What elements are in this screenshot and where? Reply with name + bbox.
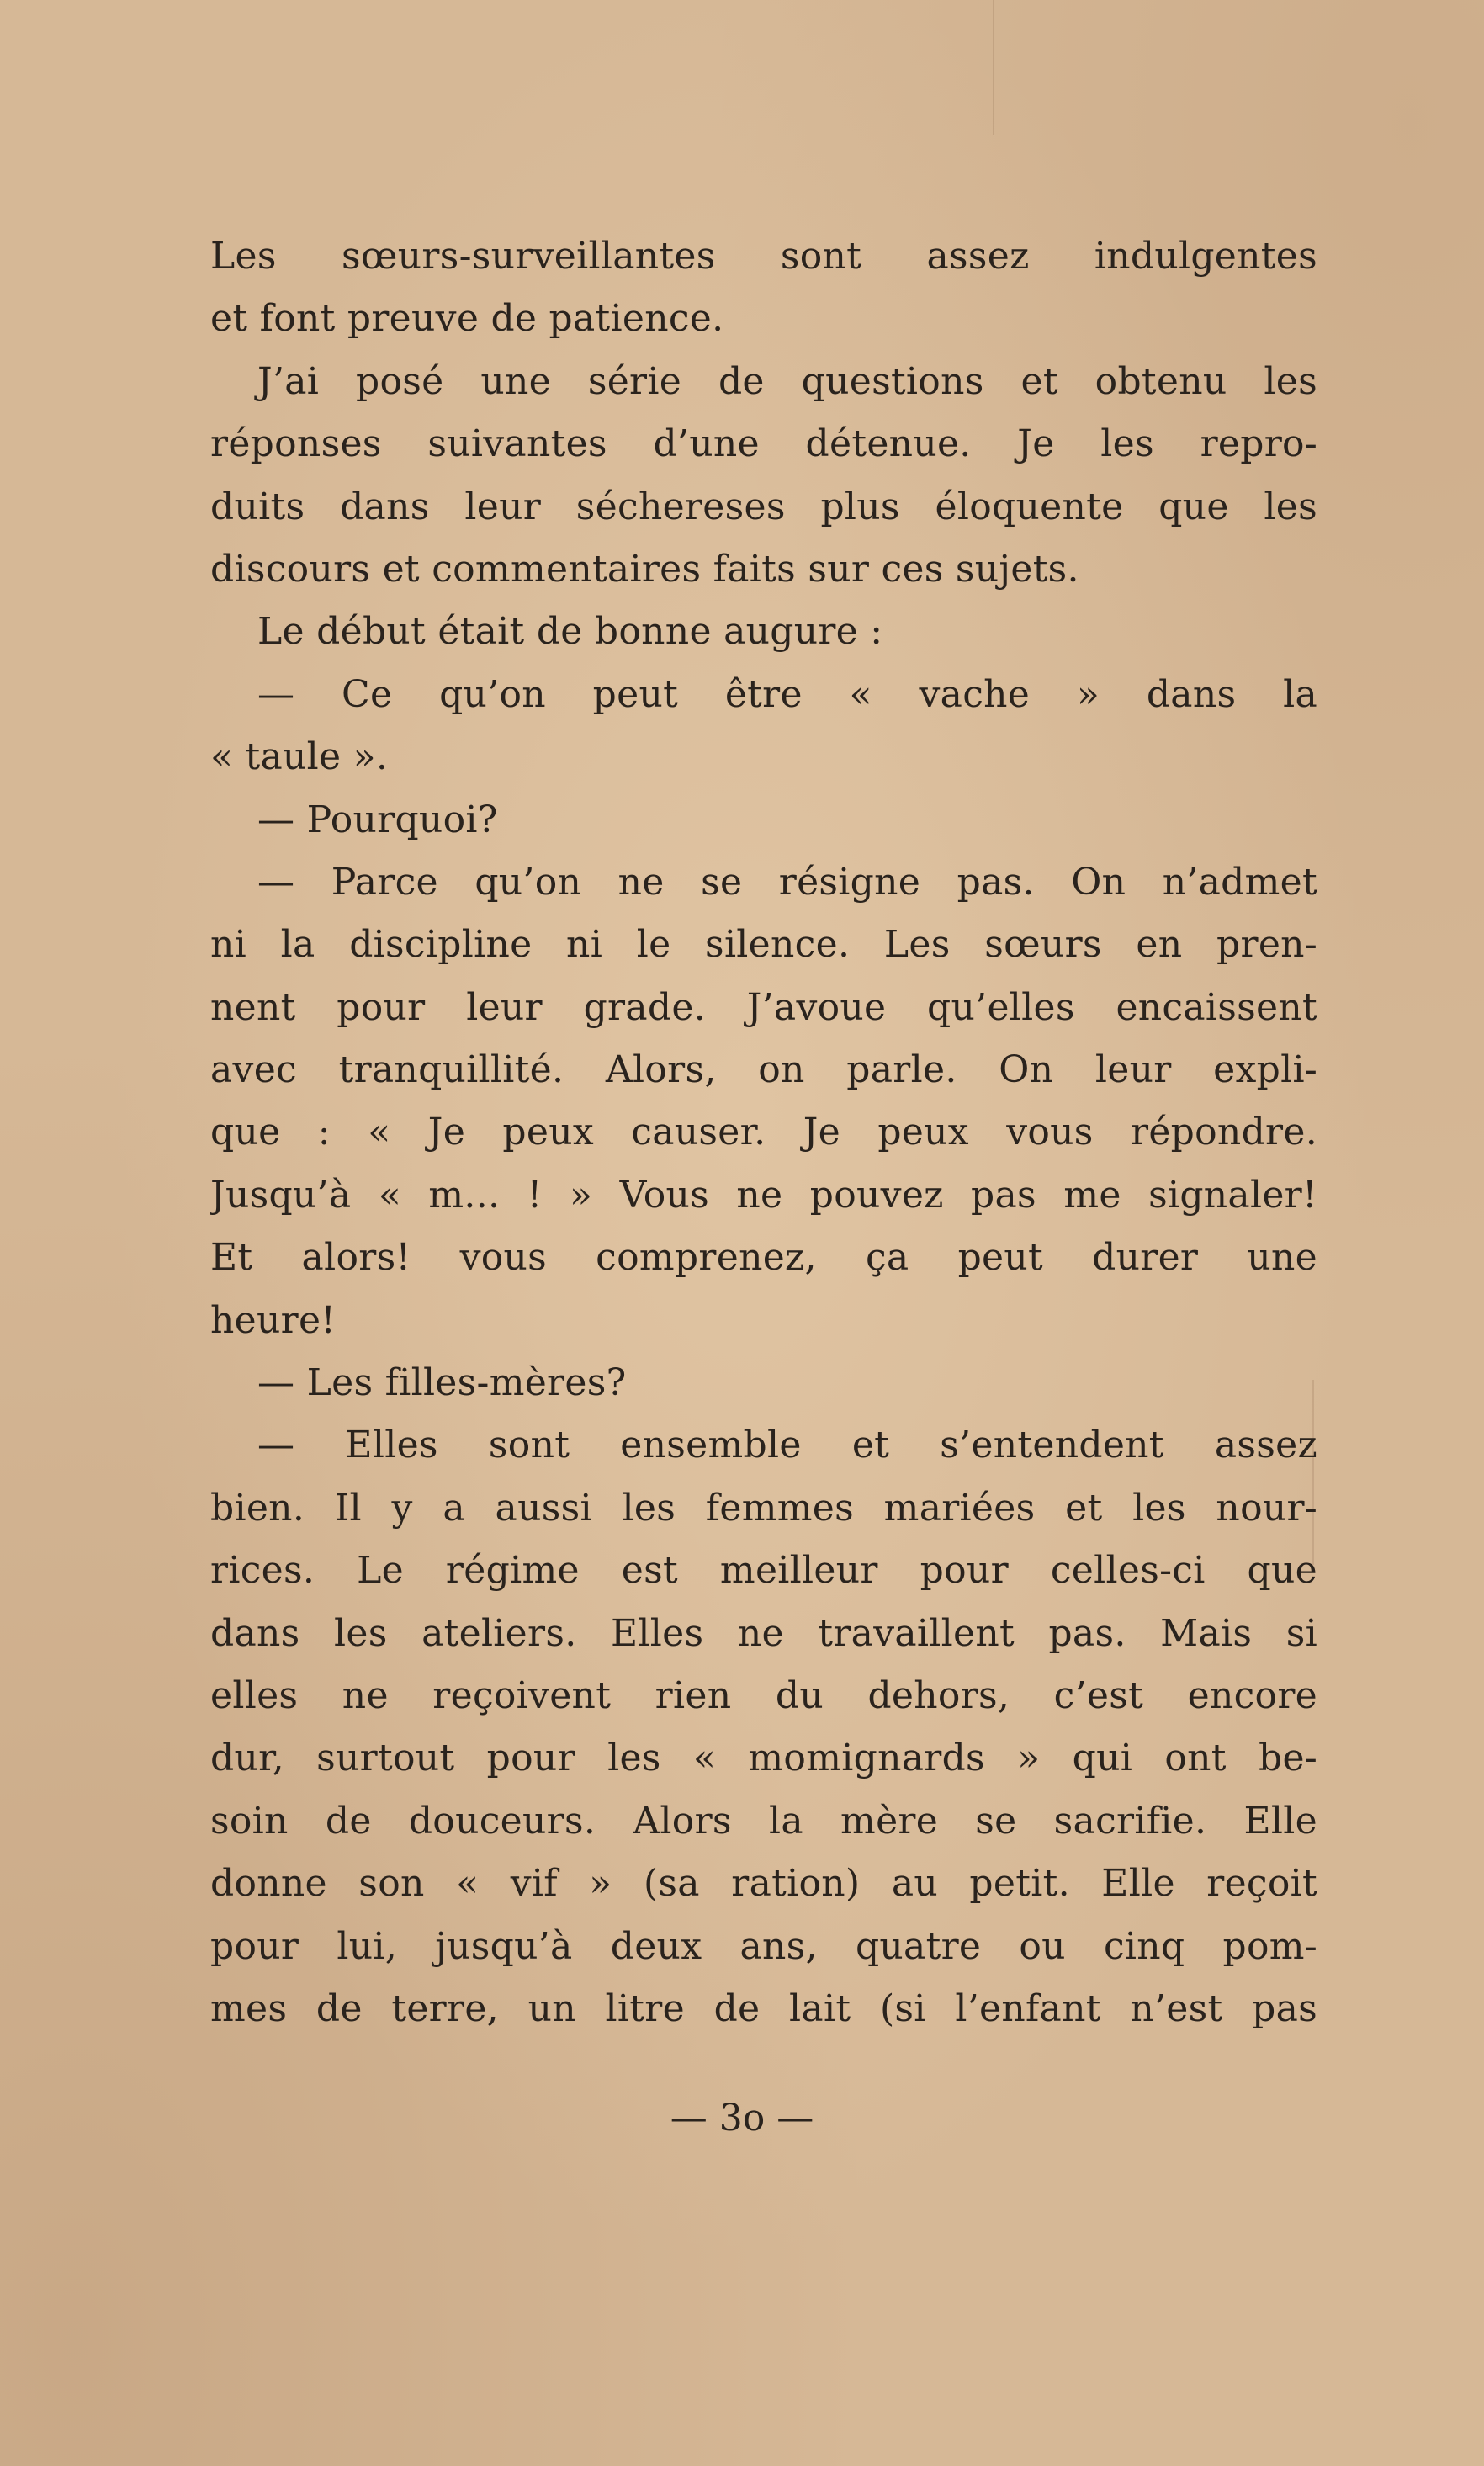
text-line: elles ne reçoivent rien du dehors, c’est encore: [210, 1673, 1317, 1717]
text-line: et font preuve de patience.: [210, 297, 724, 341]
text-line: heure!: [210, 1298, 337, 1342]
text-line: — Ce qu’on peut être « vache » dans la: [257, 672, 1317, 716]
body-text: [210, 225, 1317, 2040]
text-line: rices. Le régime est meilleur pour celles-ci que: [210, 1549, 1317, 1593]
text-line: bien. Il y a aussi les femmes mariées et les nour-: [210, 1486, 1317, 1530]
text-line: — Elles sont ensemble et s’entendent assez: [257, 1424, 1317, 1467]
text-line: ni la discipline ni le silence. Les sœurs en pren-: [210, 923, 1317, 967]
text-line: Et alors! vous comprenez, ça peut durer une: [210, 1236, 1317, 1280]
text-line: Les sœurs-surveillantes sont assez indulgentes: [210, 235, 1317, 278]
text-line: soin de douceurs. Alors la mère se sacrifie. Elle: [210, 1799, 1317, 1843]
text-line: réponses suivantes d’une détenue. Je les repro-: [210, 422, 1317, 466]
text-line: Jusqu’à « m... ! » Vous ne pouvez pas me signaler!: [210, 1173, 1317, 1217]
text-line: duits dans leur séchereses plus éloquente que les: [210, 485, 1317, 528]
text-line: que : « Je peux causer. Je peux vous répondre.: [210, 1111, 1317, 1154]
text-line: pour lui, jusqu’à deux ans, quatre ou cinq pom-: [210, 1924, 1317, 1968]
text-line: nent pour leur grade. J’avoue qu’elles encaissent: [210, 985, 1317, 1029]
text-line: — Parce qu’on ne se résigne pas. On n’admet: [257, 860, 1317, 904]
text-line: — Les filles-mères?: [257, 1361, 627, 1405]
text-line: dans les ateliers. Elles ne travaillent pas. Mais si: [210, 1611, 1317, 1655]
text-line: Le début était de bonne augure :: [257, 610, 883, 654]
text-line: « taule ».: [210, 735, 389, 779]
text-line: mes de terre, un litre de lait (si l’enfant n’est pas: [210, 1986, 1317, 2030]
text-line: donne son « vif » (sa ration) au petit. Elle reçoit: [210, 1862, 1317, 1906]
text-line: discours et commentaires faits sur ces sujets.: [210, 547, 1079, 591]
text-line: J’ai posé une série de questions et obtenu les: [257, 359, 1317, 403]
text-line: — Pourquoi?: [257, 798, 498, 841]
page-crease: [993, 0, 994, 135]
page-number: — 3o —: [670, 2097, 814, 2140]
text-line: avec tranquillité. Alors, on parle. On leur expli-: [210, 1048, 1317, 1092]
text-line: dur, surtout pour les « momignards » qui ont be-: [210, 1737, 1317, 1780]
